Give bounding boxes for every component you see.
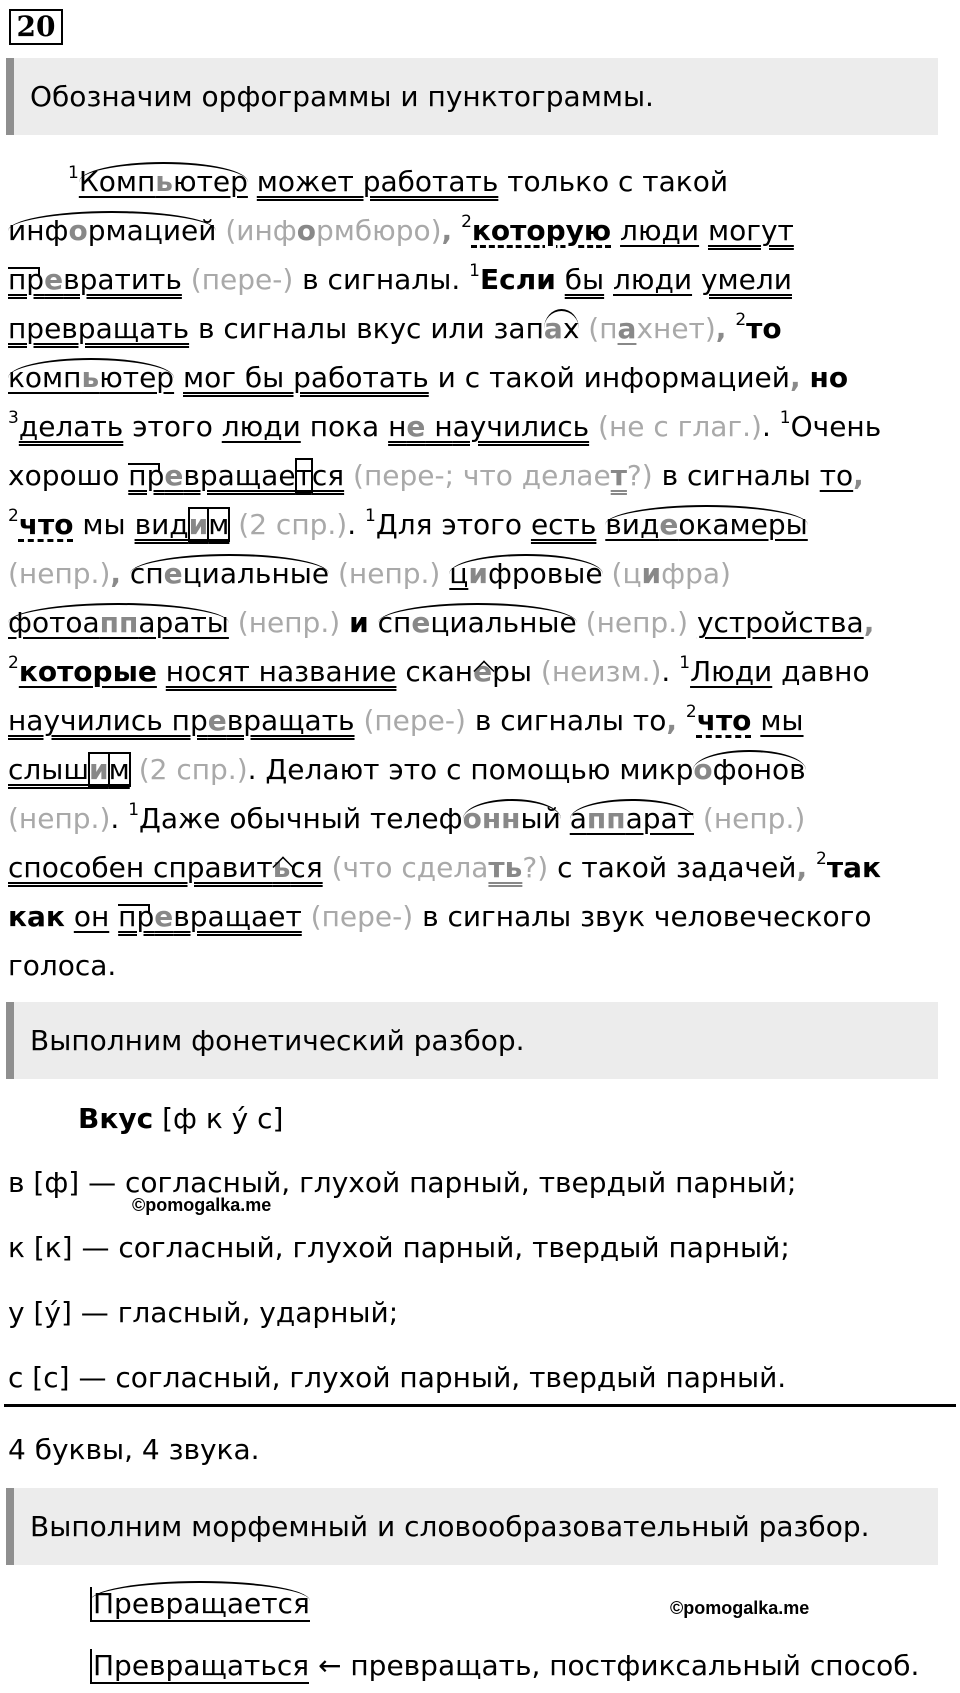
predicate: может работать (256, 165, 499, 198)
annotated-text (8, 157, 943, 990)
text-line-1: $^1$Компьютер может работать только с такой (68, 162, 729, 198)
hint: (информбюро) (225, 214, 442, 247)
derivation-word: Превращаться (90, 1649, 309, 1684)
phonetic-transcription: [ф к у́ с] (162, 1102, 284, 1135)
sentence-marker: 1 (68, 162, 79, 183)
phonetic-word-line (78, 1099, 283, 1139)
word-informaciey: информацией (8, 214, 217, 247)
text-line-14: (непр.). $^1$Даже обычный телефонный аппарат (непр.) (8, 799, 806, 835)
watermark: ©pomogalka.me (132, 1195, 272, 1215)
text-line-11: $^2$которые носят название сканеры (неизм.). $^1$Люди давно (8, 652, 870, 688)
text-line-16: как он превращает (пере-) в сигналы звук человеческого (8, 900, 872, 933)
text-line-15: способен справиться (что сделать?) с такой задачей, $^2$так (8, 848, 882, 884)
phonetic-summary: 4 буквы, 4 звука. (8, 1433, 260, 1466)
text-line-2: информацией (информбюро), $^2$которую люди могут (8, 211, 794, 247)
morphemic-word: Превращается (90, 1584, 310, 1624)
text-line-5: компьютер мог бы работать и с такой информацией, но (8, 361, 849, 394)
section-header-phonetic: Выполним фонетический разбор. (6, 1002, 938, 1079)
word-kotoruyu: которую (471, 214, 612, 247)
section-header-orthograms: Обозначим орфограммы и пунктограммы. (6, 58, 938, 135)
derivation-rest: превращать, постфиксальный способ. (350, 1649, 920, 1682)
derivation-line (90, 1646, 919, 1686)
text-line-17: голоса. (8, 949, 117, 982)
watermark-2: ©pomogalka.me (670, 1598, 810, 1618)
derivation-arrow: ← (317, 1649, 342, 1682)
text-line-10: фотоаппараты (непр.) и специальные (непр.) устройства, (8, 606, 875, 639)
text-line-13: слышим (2 спр.). Делают это с помощью микрофонов (8, 753, 806, 786)
section-header-morphemic: Выполним морфемный и словообразовательный разбор. (6, 1488, 938, 1565)
phonetic-word: Вкус (78, 1102, 154, 1135)
text-line-9: (непр.), специальные (непр.) цифровые (цифра) (8, 557, 731, 590)
text-line-8: $^2$что мы видим (2 спр.). $^1$Для этого есть видеокамеры (8, 505, 808, 541)
phonetic-row-4: с [с] — согласный, глухой парный, твердый парный. (8, 1361, 787, 1394)
text-line-4: превращать в сигналы вкус или запах (пахнет), $^2$то (8, 309, 782, 345)
text-line-3: превратить (пере-) в сигналы. $^1$Если бы люди умели (8, 260, 792, 296)
phonetic-row-2: к [к] — согласный, глухой парный, твердый парный; (8, 1231, 790, 1264)
text-line-6: $^3$делать этого люди пока не научились (не с глаг.). $^1$Очень (8, 407, 882, 443)
text-line-7: хорошо превращается (пере-; что делает?) в сигналы то, (8, 459, 864, 492)
phonetic-row-1: в [ф] — согласный, глухой парный, твердый парный; (8, 1166, 797, 1199)
task-number: 20 (9, 9, 63, 45)
word-prevratit: превратить (8, 263, 182, 296)
word-komputer: Компьютер (78, 165, 248, 198)
divider (4, 1404, 956, 1407)
text-line-12: научились превращать (пере-) в сигналы то, $^2$что мы (8, 701, 804, 737)
phonetic-row-3: у [у́] — гласный, ударный; (8, 1296, 399, 1329)
